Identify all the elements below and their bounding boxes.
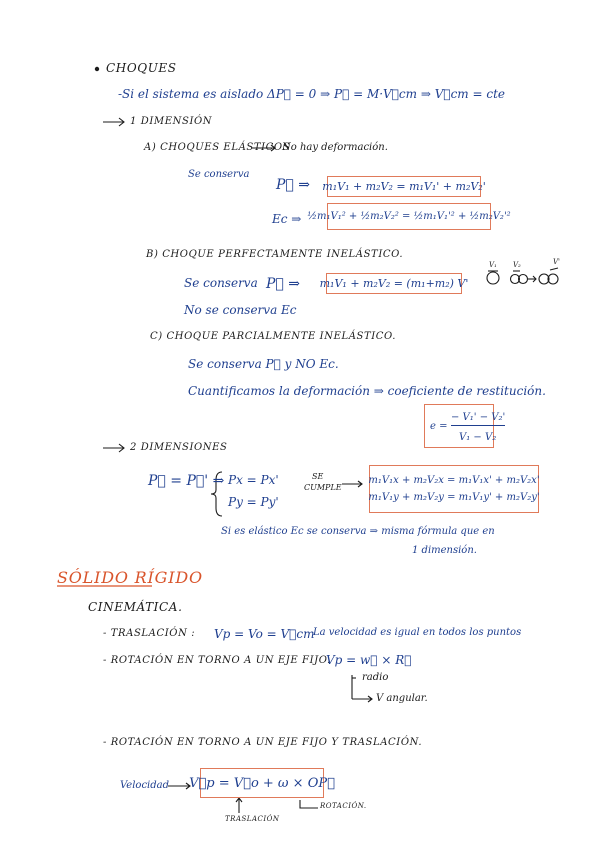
elastic-note-1: Si es elástico Ec se conserva ⇒ misma fórmula que en: [221, 526, 495, 537]
velocidad-equation-box: V⃗p = V⃗o + ω × OP⃗: [200, 768, 324, 798]
diagram-v2: V₂: [513, 261, 521, 269]
eq-2d-x: m₁V₁x + m₂V₂x = m₁V₁x' + m₂V₂x': [368, 475, 540, 486]
choques-title: CHOQUES: [106, 61, 177, 75]
rotacion-tag: ROTACIÓN.: [320, 802, 367, 810]
rotacion-label: - ROTACIÓN EN TORNO A UN EJE FIJO.: [103, 655, 331, 666]
traslacion-label: - TRASLACIÓN :: [103, 628, 196, 639]
momentum-equation-box: m₁V₁ + m₂V₂ = m₁V₁' + m₂V₂': [327, 176, 481, 197]
elastic-note: No hay deformación.: [282, 142, 388, 153]
restitution-e: e =: [430, 421, 448, 432]
cinematica-label: CINEMÁTICA.: [88, 600, 183, 614]
collision-diagram: [487, 268, 558, 284]
py-equation: Py = Py': [228, 495, 279, 509]
p-symbol: P⃗ ⇒: [276, 177, 311, 193]
energy-equation-box: ½m₁V₁² + ½m₂V₂² = ½m₁V₁'² + ½m₂V₂'²: [327, 203, 491, 230]
traslacion-equation: Vp = Vo = V⃗cm: [214, 627, 315, 641]
b-se-conserva: Se conserva: [184, 276, 258, 290]
restitution-numerator: − V₁' − V₂': [451, 412, 505, 426]
aislado-line: -Si el sistema es aislado ΔP⃗ = 0 ⇒ P⃗ = M·V⃗cm ⇒ V⃗cm = cte: [118, 87, 505, 101]
traslacion-tag: TRASLACIÓN: [225, 815, 280, 823]
inelastic-label: B) CHOQUE PERFECTAMENTE INELÁSTICO.: [146, 249, 404, 260]
elastic-label: A) CHOQUES ELÁSTICOS: [144, 142, 291, 153]
partial-inelastic-label: C) CHOQUE PARCIALMENTE INELÁSTICO.: [150, 331, 397, 342]
radio-label: radio: [362, 672, 389, 683]
eq-2d-y: m₁V₁y + m₂V₂y = m₁V₁y' + m₂V₂y': [368, 492, 540, 503]
rotacion-equation: Vp = w⃗ × R⃗: [326, 653, 412, 667]
ec-symbol: Ec ⇒: [272, 212, 302, 226]
inelastic-equation-box: m₁V₁ + m₂V₂ = (m₁+m₂) V': [326, 273, 462, 294]
traslacion-note: La velocidad es igual en todos los puntos: [313, 627, 522, 638]
elastic-note-2: 1 dimensión.: [412, 545, 477, 556]
b-p-symbol: P⃗ ⇒: [266, 276, 301, 292]
restitution-denominator: V₁ − V₂: [459, 432, 497, 443]
diagram-vprime: V': [553, 258, 560, 266]
dim1-label: 1 DIMENSIÓN: [130, 116, 213, 127]
v-angular-label: V angular.: [376, 693, 428, 704]
no-conserva-ec: No se conserva Ec: [184, 303, 297, 317]
eq-2d-box: [369, 465, 539, 513]
se-cumple-2: CUMPLE: [304, 483, 342, 492]
cuantificamos-line: Cuantificamos la deformación ⇒ coeficiente de restitución.: [188, 384, 546, 398]
se-cumple-1: SE: [312, 472, 324, 481]
dim2-label: 2 DIMENSIONES: [130, 442, 228, 453]
dim2-p: P⃗ = P⃗' ⇒: [148, 473, 225, 489]
restitution-box: [424, 404, 506, 448]
solido-heading: SÓLIDO RÍGIDO: [57, 568, 203, 587]
bullet-dot: [95, 67, 99, 71]
se-conserva: Se conserva: [188, 169, 250, 180]
c-line: Se conserva P⃗ y NO Ec.: [188, 357, 339, 371]
velocidad-label: Velocidad: [120, 780, 170, 791]
rot-tras-label: - ROTACIÓN EN TORNO A UN EJE FIJO Y TRASLACIÓN.: [103, 737, 423, 748]
diagram-v1: V₁: [489, 261, 497, 269]
px-equation: Px = Px': [228, 473, 279, 487]
